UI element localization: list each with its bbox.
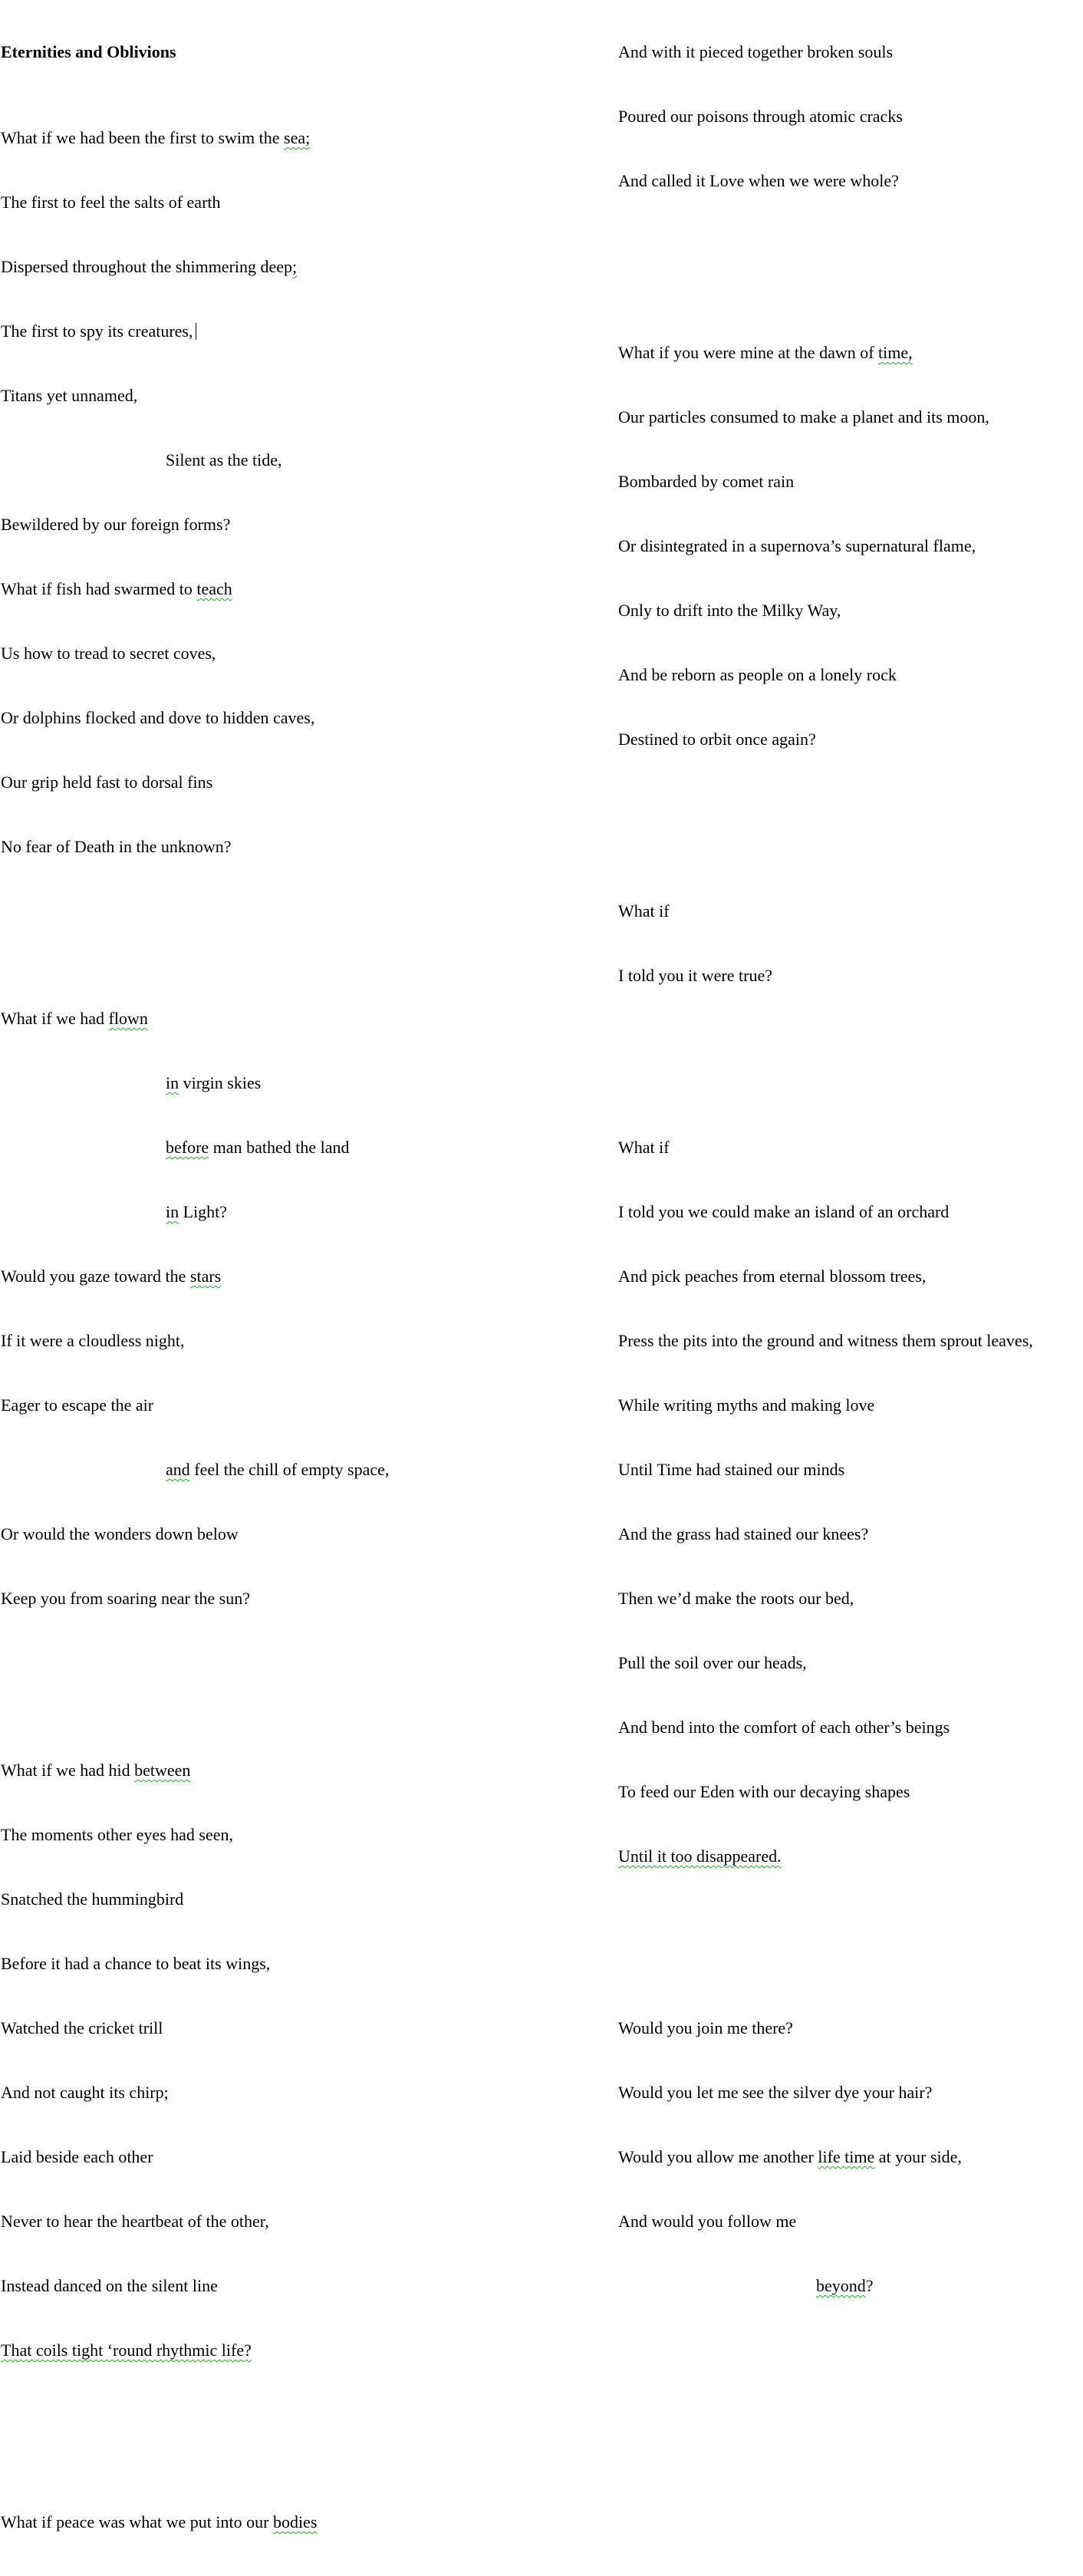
line-text: What if we had been the first to swim the [1,128,285,147]
poem-line: To feed our Eden with our decaying shapes [618,1782,910,1801]
spellcheck-flagged-text: life time [818,2147,875,2166]
spellcheck-flagged-text: sea; [284,128,311,147]
spellcheck-flagged-text: stars [189,1267,222,1286]
spellcheck-flagged-text: between [134,1761,191,1780]
poem-line: Instead danced on the silent line [1,2276,218,2295]
poem-line: And called it Love when we were whole? [618,171,899,190]
line-text: virgin skies [179,1073,262,1092]
poem-line: Snatched the hummingbird [1,1889,184,1909]
poem-line: While writing myths and making love [618,1395,875,1415]
right-column [618,0,1078,2340]
line-text: ? [865,2276,874,2295]
poem-line: Bewildered by our foreign forms? [1,515,231,534]
poem-line [1,321,607,342]
line-text: What if we had [1,1009,109,1028]
poem-line: Laid beside each other [1,2147,153,2166]
poem-line: The moments other eyes had seen, [1,1825,234,1844]
spellcheck-flagged-text: beyond [816,2276,866,2295]
stanza-break [1,922,607,944]
poem-line [1,1266,607,1287]
line-text: What if fish had swarmed to [1,579,197,598]
poem-line [618,1846,1078,1867]
poem-line: The first to feel the salts of earth [1,193,221,212]
stanza-break [618,1932,1078,1953]
line-text: Light? [179,1202,228,1221]
poem-line [1,2512,607,2533]
poem-line: Watched the cricket trill [1,2018,163,2037]
poem-line: Bombarded by comet rain [618,472,795,491]
line-text: Would you gaze toward the [1,1267,190,1286]
spellcheck-flagged-text: in [166,1202,179,1221]
poem-line: Or disintegrated in a supernova’s supernatural flame, [618,536,976,555]
poem-line: And with it pieced together broken souls [618,42,894,61]
spellcheck-flagged-text: time, [878,343,913,362]
line-text: What if you were mine at the dawn of [618,343,879,362]
poem-line: Our particles consumed to make a planet and its moon, [618,407,989,427]
poem-line [618,2146,1078,2168]
line-text: Dispersed throughout the shimmering deep [1,257,293,276]
poem-line: If it were a cloudless night, [1,1331,185,1350]
poem-line [1,2340,607,2361]
spellcheck-flagged-text: teach [196,579,232,598]
poem-line: Poured our poisons through atomic cracks [618,107,903,126]
poem-line [1,1760,607,1781]
poem-line: And pick peaches from eternal blossom trees, [618,1267,927,1286]
stanza-break [618,256,1078,278]
spellcheck-flagged-text: Until it too disappeared. [618,1846,782,1866]
poem-line: Us how to tread to secret coves, [1,644,216,663]
poem-line: Would you let me see the silver dye your hair? [618,2083,933,2102]
poem-line: What if [618,1138,670,1157]
poem-line: Pull the soil over our heads, [618,1653,807,1672]
spellcheck-flagged-text: before [166,1138,209,1157]
poem-line: Titans yet unnamed, [1,386,138,405]
line-text: The first to spy its creatures, [1,321,193,341]
poem-line-indented [1,1201,607,1223]
spellcheck-flagged-text: and [166,1460,190,1479]
stanza-break [618,815,1078,836]
poem-line: And bend into the comfort of each other’s beings [618,1718,950,1737]
spellcheck-flagged-text: bodies [272,2512,318,2532]
poem-line: Or would the wonders down below [1,1524,239,1543]
poem-line-indented [618,2275,1078,2297]
spellcheck-flagged-text: That coils tight ‘round rhythmic life? [1,2340,252,2360]
poem-line: Our grip held fast to dorsal fins [1,772,213,792]
poem-line: No fear of Death in the unknown? [1,837,232,856]
poem-line-indented: Silent as the tide, [166,450,282,469]
line-text: What if we had hid [1,1761,135,1780]
poem-line [1,1008,607,1029]
spellcheck-flagged-text: ; [292,257,298,276]
poem-line: Keep you from soaring near the sun? [1,1589,251,1608]
line-text: at your side, [874,2147,962,2166]
poem-line-indented [1,1072,607,1094]
line-text: man bathed the land [209,1138,350,1157]
left-column [1,0,607,2576]
poem-line-indented [1,1137,607,1158]
poem-line: Never to hear the heartbeat of the other, [1,2212,269,2231]
poem-line: I told you we could make an island of an orchard [618,1202,950,1221]
poem-line: Destined to orbit once again? [618,730,816,749]
poem-title: Eternities and Oblivions [1,42,176,61]
line-text: What if peace was what we put into our [1,2512,273,2532]
spellcheck-flagged-text: in [166,1073,179,1092]
poem-line: And would you follow me [618,2212,797,2231]
poem-line: And the grass had stained our knees? [618,1524,869,1543]
poem-line [1,127,607,149]
poem-line [1,256,607,278]
poem-line: Only to drift into the Milky Way, [618,601,841,620]
stanza-break [1,2426,607,2447]
poem-line: Then we’d make the roots our bed, [618,1589,854,1608]
poem-line: And not caught its chirp; [1,2083,169,2102]
poem-line: And be reborn as people on a lonely rock [618,665,897,684]
poem-line: Would you join me there? [618,2018,793,2037]
poem-line [1,578,607,600]
poem-line: Press the pits into the ground and witness them sprout leaves, [618,1331,1033,1350]
stanza-break [618,1051,1078,1072]
poem-line: Or dolphins flocked and dove to hidden caves, [1,708,315,727]
poem-line: Before it had a chance to beat its wings, [1,1954,271,1973]
poem-line: Eager to escape the air [1,1395,154,1415]
poem-line: I told you it were true? [618,966,772,985]
poem-line: Until Time had stained our minds [618,1460,845,1479]
poem-line [618,342,1078,364]
spellcheck-flagged-text: flown [108,1009,148,1028]
poem-line: What if [618,901,670,921]
line-text: feel the chill of empty space, [189,1460,390,1479]
poem-line-indented [1,1459,607,1481]
stanza-break [1,1674,607,1695]
line-text: Would you allow me another [618,2147,818,2166]
